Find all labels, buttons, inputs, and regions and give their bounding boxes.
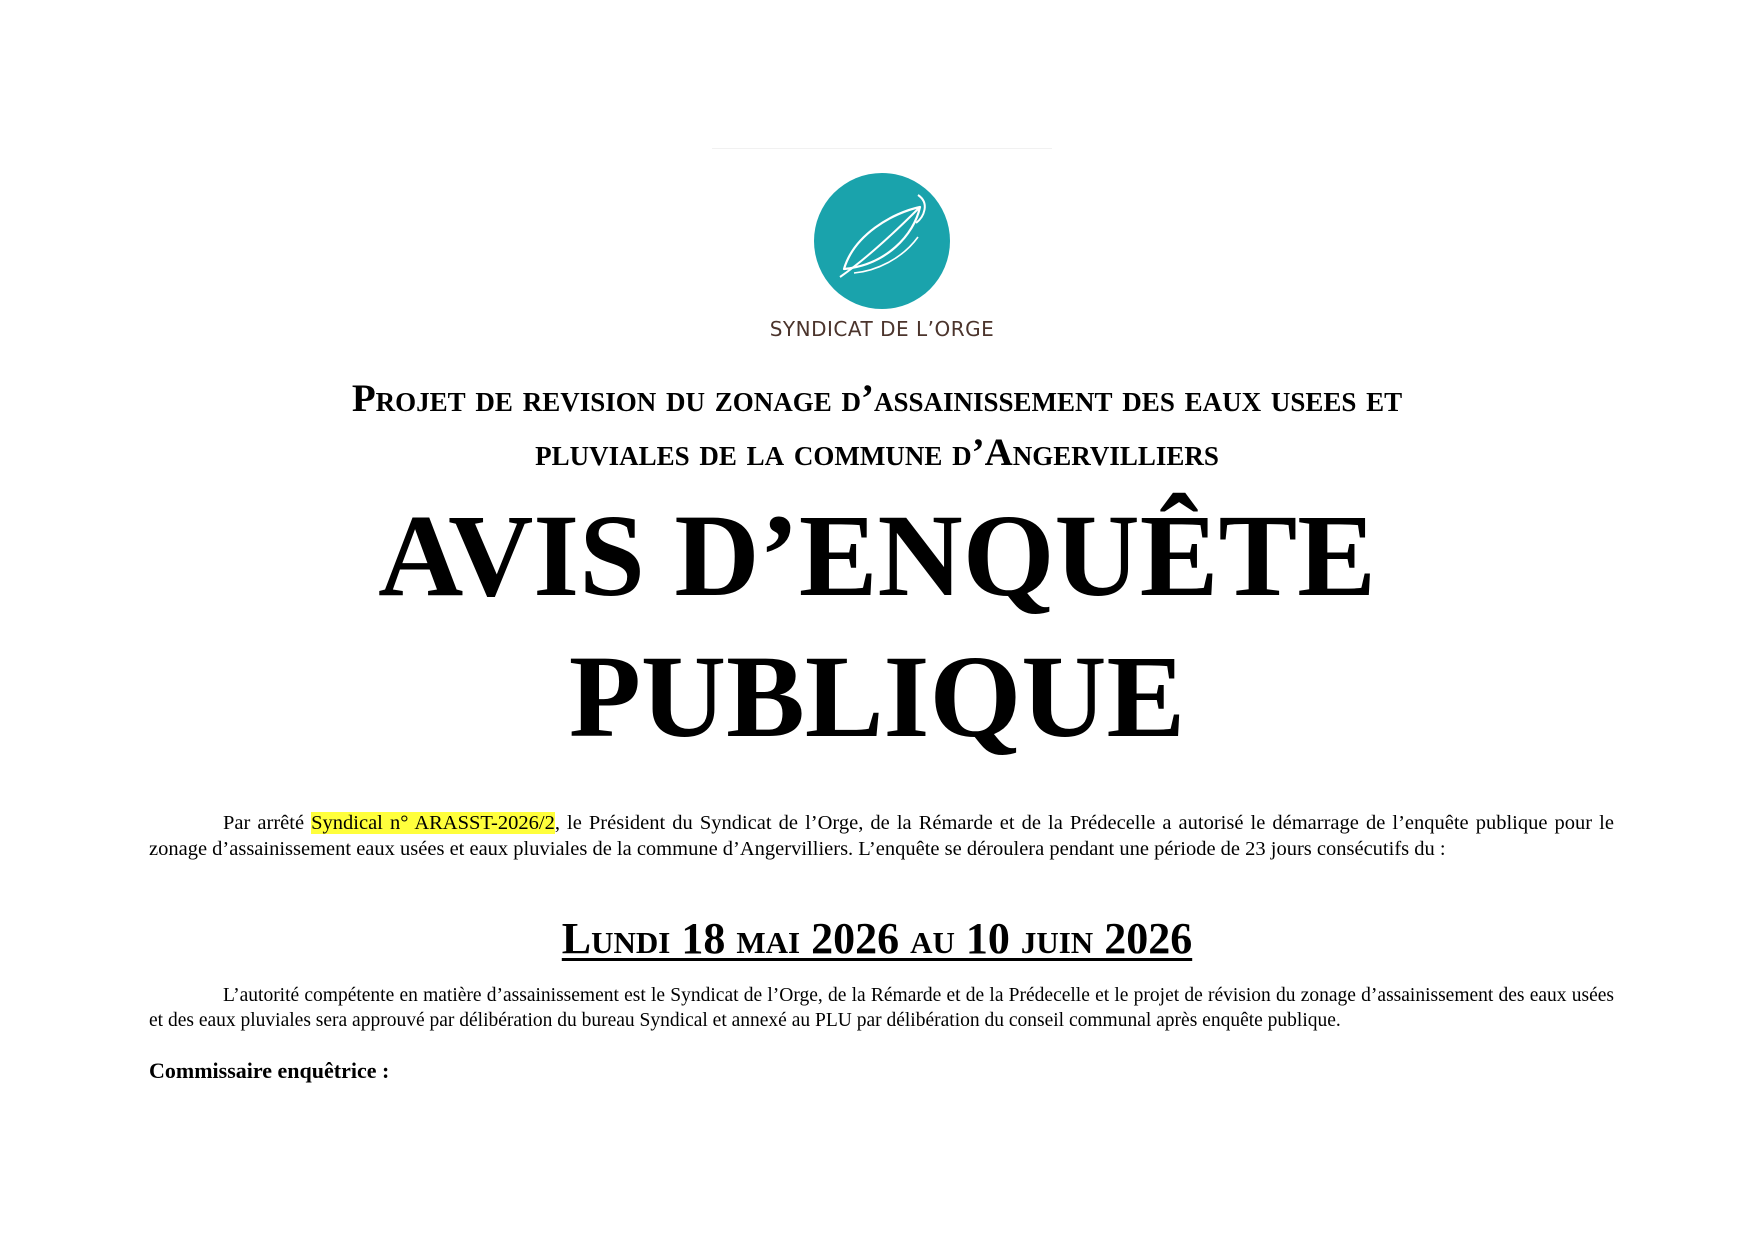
project-heading-line-1: Projet de revision du zonage d’assainissement des eaux usees et bbox=[351, 377, 1403, 420]
organization-name: SYNDICAT DE L’ORGE bbox=[769, 317, 995, 341]
order-text-before: Par arrêté bbox=[223, 812, 312, 834]
notice-title-line-1: AVIS D’ENQUÊTE bbox=[378, 490, 1376, 621]
order-reference-highlight: Syndical n° ARASST-2026/2 bbox=[311, 812, 555, 834]
notice-title-line-2: PUBLIQUE bbox=[568, 631, 1186, 762]
order-text-after: , le Président du Syndicat de l’Orge, de la Rémarde et de la Prédecelle a autorisé le démarrage de l’enquête publique pour le zonage d’assainissement eaux usées et eaux pluviales de la commune d’Angervilliers. L’enquête se déroulera pendant une période de 23 jours consécutifs du : bbox=[149, 812, 1614, 860]
inquiry-dates-text: Lundi 18 mai 2026 au 10 juin 2026 bbox=[561, 914, 1193, 963]
project-heading-line-2: pluviales de la commune d’Angervilliers bbox=[535, 431, 1219, 474]
commissaire-label: Commissaire enquêtrice : bbox=[149, 1058, 390, 1083]
order-paragraph bbox=[149, 811, 1614, 862]
leaf-icon bbox=[814, 173, 950, 309]
authority-paragraph: L’autorité compétente en matière d’assainissement est le Syndicat de l’Orge, de la Rémarde et de la Prédecelle et le projet de révision du zonage d’assainissement des eaux usées et des eaux pluviales sera approuvé par délibération du bureau Syndical et annexé au PLU par délibération du conseil communal après enquête publique. bbox=[149, 985, 1614, 1031]
top-divider bbox=[712, 148, 1052, 149]
inquiry-dates bbox=[120, 913, 1634, 965]
